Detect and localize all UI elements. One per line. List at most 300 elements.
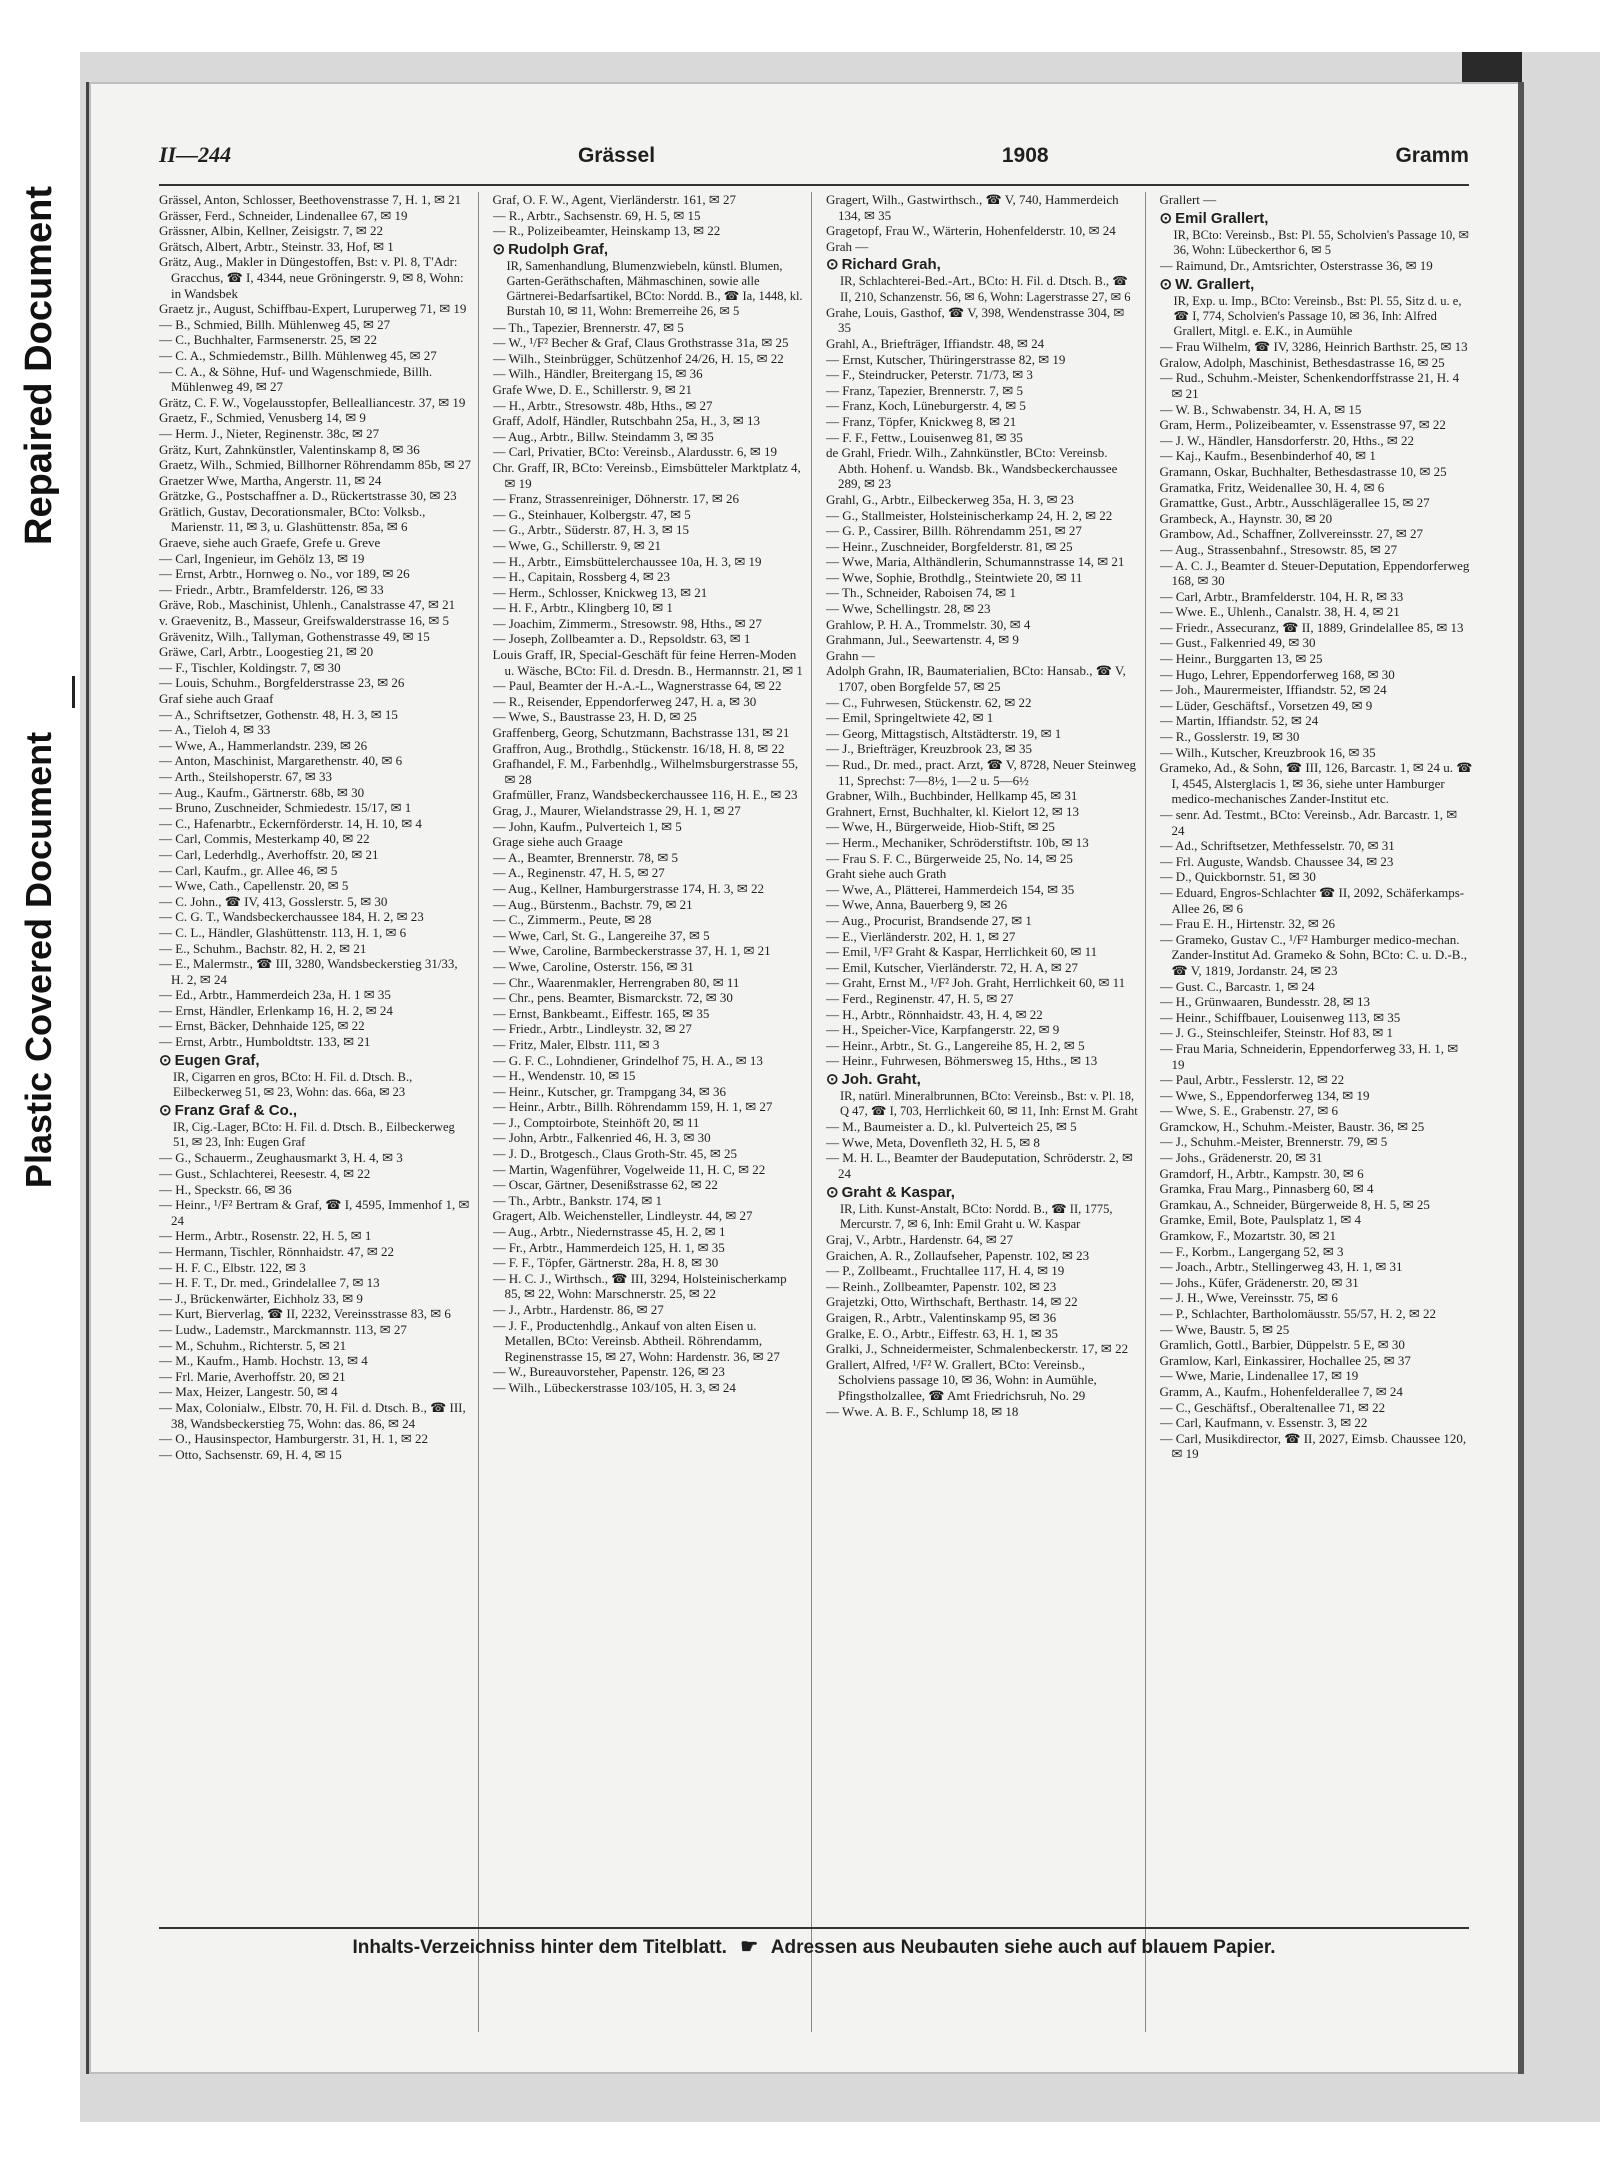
- directory-entry: — Wwe, Meta, Dovenfleth 32, H. 5, ✉ 8: [826, 1134, 1040, 1150]
- directory-entry: Grässer, Ferd., Schneider, Lindenallee 67, ✉ 19: [159, 207, 408, 223]
- directory-entry: — Rud., Dr. med., pract. Arzt, ☎ V, 8728, Neuer Steinweg 11, Sprechst: 7—8½, 1—2 u. 5—6½: [826, 757, 1136, 788]
- directory-entry: — Johs., Küfer, Grädenerstr. 20, ✉ 31: [1159, 1274, 1359, 1290]
- directory-entry: — Wilh., Steinbrügger, Schützenhof 24/26, H. 15, ✉ 22: [492, 350, 784, 366]
- directory-entry: — F. F., Töpfer, Gärtnerstr. 28a, H. 8, ✉ 30: [492, 1255, 719, 1271]
- directory-entry: — Fritz, Maler, Elbstr. 111, ✉ 3: [492, 1036, 660, 1052]
- directory-entry: — J., Schuhm.-Meister, Brennerstr. 79, ✉ 5: [1159, 1134, 1388, 1150]
- directory-entry: — Gust., Falkenried 49, ✉ 30: [1159, 635, 1316, 651]
- directory-entry: — Wwe, Cath., Capellenstr. 20, ✉ 5: [159, 878, 349, 894]
- directory-entry: — Frau Maria, Schneiderin, Eppendorferweg 33, H. 1, ✉ 19: [1159, 1040, 1459, 1072]
- directory-entry: — Th., Arbtr., Bankstr. 174, ✉ 1: [492, 1192, 663, 1208]
- directory-entry: — Gust. C., Barcastr. 1, ✉ 24: [1159, 978, 1315, 994]
- directory-entry: Gramatka, Fritz, Weidenallee 30, H. 4, ✉ 6: [1159, 479, 1385, 495]
- directory-entry: — Herm., Arbtr., Rosenstr. 22, H. 5, ✉ 1: [159, 1228, 372, 1244]
- directory-entry: — C. L., Händler, Glashüttenstr. 113, H. 1, ✉ 6: [159, 924, 407, 940]
- directory-entry: — Herm. J., Nieter, Reginenstr. 38c, ✉ 27: [159, 425, 380, 441]
- directory-entry: — Friedr., Assecuranz, ☎ II, 1889, Grindelallee 85, ✉ 13: [1159, 619, 1464, 635]
- directory-entry: Gräve, Rob., Maschinist, Uhlenh., Canalstrasse 47, ✉ 21: [159, 597, 456, 613]
- directory-entry: — Carl, Lederhdlg., Averhoffstr. 20, ✉ 21: [159, 846, 379, 862]
- directory-entry: — Ernst, Kutscher, Thüringerstrasse 82, ✉ 19: [826, 351, 1066, 367]
- directory-entry: — Wwe, Maria, Althändlerin, Schumannstrasse 14, ✉ 21: [826, 554, 1125, 570]
- directory-entry: — Raimund, Dr., Amtsrichter, Osterstrasse 36, ✉ 19: [1159, 258, 1433, 273]
- directory-entry: — Ludw., Lademstr., Marckmannstr. 113, ✉ 27: [159, 1322, 407, 1337]
- directory-entry: — Arth., Steilshoperstr. 67, ✉ 33: [159, 768, 333, 784]
- directory-entry: — Wilh., Lübeckerstrasse 103/105, H. 3, ✉ 24: [492, 1379, 736, 1395]
- directory-entry: — M., Baumeister a. D., kl. Pulverteich 25, ✉ 5: [826, 1119, 1077, 1135]
- directory-entry: — Aug., Arbtr., Billw. Steindamm 3, ✉ 35: [492, 428, 714, 444]
- directory-entry: — E., Schuhm., Bachstr. 82, H. 2, ✉ 21: [159, 940, 367, 956]
- directory-entry: — G., Arbtr., Süderstr. 87, H. 3, ✉ 15: [492, 522, 690, 538]
- directory-entry: — Rud., Schuhm.-Meister, Schenkendorffstrasse 21, H. 4 ✉ 21: [1159, 370, 1460, 401]
- directory-entry: — Wilh., Händler, Breitergang 15, ✉ 36: [492, 366, 703, 382]
- directory-entry: Graffron, Aug., Brothdlg., Stückenstr. 16/18, H. 8, ✉ 22: [492, 740, 785, 756]
- directory-entry: — Carl, Kaufm., gr. Allee 46, ✉ 5: [159, 862, 338, 878]
- advert-details: IR, BCto: Vereinsb., Bst: Pl. 55, Scholvien's Passage 10, ✉ 36, Wohn: Lübeckerthor 6, ✉ 5: [1173, 227, 1469, 257]
- business-advert: [826, 1071, 1139, 1119]
- directory-entry: — Joach., Arbtr., Stellingerweg 43, H. 1, ✉ 31: [1159, 1259, 1403, 1275]
- directory-entry: — D., Quickbornstr. 51, ✉ 30: [1159, 869, 1316, 885]
- business-advert: [826, 256, 1139, 304]
- directory-entry: — Kaj., Kaufm., Besenbinderhof 40, ✉ 1: [1159, 448, 1376, 464]
- directory-entry: — Wwe, G., Schillerstr. 9, ✉ 21: [492, 537, 661, 553]
- directory-entry: — G. P., Cassirer, Billh. Röhrendamm 251, ✉ 27: [826, 523, 1082, 539]
- circle-dot-icon: ⊙: [492, 240, 506, 258]
- directory-entry: — Heinr., Zuschneider, Borgfelderstr. 81, ✉ 25: [826, 538, 1073, 554]
- directory-entry: — Friedr., Arbtr., Bramfelderstr. 126, ✉ 33: [159, 581, 384, 597]
- directory-entry: — Heinr., Arbtr., St. G., Langereihe 85, H. 2, ✉ 5: [826, 1037, 1085, 1053]
- directory-entry: — Lüder, Geschäftsf., Vorsetzen 49, ✉ 9: [1159, 697, 1373, 713]
- directory-entry: Grahe, Louis, Gasthof, ☎ V, 398, Wendenstrasse 304, ✉ 35: [826, 304, 1125, 336]
- page-number: II—244: [159, 142, 232, 167]
- advert-details: IR, Cig.-Lager, BCto: H. Fil. d. Dtsch. B., Eilbeckerweg 51, ✉ 23, Inh: Eugen Graf: [173, 1120, 455, 1150]
- directory-entry: Grahn —: [826, 647, 875, 663]
- directory-entry: — C. G. T., Wandsbeckerchaussee 184, H. 2, ✉ 23: [159, 909, 424, 925]
- directory-entry: — Franz, Tapezier, Brennerstr. 7, ✉ 5: [826, 382, 1023, 398]
- directory-entry: Graf, O. F. W., Agent, Vierländerstr. 161, ✉ 27: [492, 192, 737, 207]
- directory-entry: — Reinh., Zollbeamter, Papenstr. 102, ✉ 23: [826, 1278, 1057, 1294]
- directory-entry: Grätz, Aug., Makler in Düngestoffen, Bst: v. Pl. 8, T'Adr: Gracchus, ☎ I, 4344, neue Gröningerstr. 9, ✉ 8, Wohn: in Wandsbek: [159, 254, 464, 301]
- directory-entry: — Louis, Schuhm., Borgfelderstrasse 23, ✉ 26: [159, 675, 405, 691]
- directory-entry: — Wwe, Marie, Lindenallee 17, ✉ 19: [1159, 1368, 1359, 1384]
- advert-title: Franz Graf & Co.,: [174, 1102, 298, 1120]
- directory-entry: — C., Geschäftsf., Oberaltenallee 71, ✉ 22: [1159, 1399, 1386, 1415]
- directory-entry: — B., Schmied, Billh. Mühlenweg 45, ✉ 27: [159, 316, 391, 332]
- advert-title: Richard Grah,: [841, 256, 941, 274]
- directory-entry: — Chr., pens. Beamter, Bismarckstr. 72, ✉ 30: [492, 990, 733, 1006]
- directory-entry: Grätz, C. F. W., Vogelausstopfer, Bellealliancestr. 37, ✉ 19: [159, 394, 466, 410]
- advert-name: [493, 241, 806, 259]
- directory-entry: Graetz, F., Schmied, Venusberg 14, ✉ 9: [159, 410, 366, 426]
- advert-title: Rudolph Graf,: [508, 240, 609, 258]
- directory-entry: — M. H. L., Beamter der Baudeputation, Schröderstr. 2, ✉ 24: [826, 1150, 1133, 1182]
- directory-entry: — Gust., Schlachterei, Reesestr. 4, ✉ 22: [159, 1166, 371, 1182]
- directory-entry: — Hermann, Tischler, Rönnhaidstr. 47, ✉ 22: [159, 1244, 394, 1260]
- directory-entry: — Carl, Privatier, BCto: Vereinsb., Alardusstr. 6, ✉ 19: [492, 444, 778, 460]
- page-footer: [159, 1934, 1469, 1959]
- directory-entry: — Graht, Ernst M., ¹/F² Joh. Graht, Herrlichkeit 60, ✉ 11: [826, 975, 1126, 991]
- directory-entry: — J. H., Wwe, Vereinsstr. 75, ✉ 6: [1159, 1290, 1338, 1306]
- directory-entry: — Aug., Arbtr., Niedernstrasse 45, H. 2, ✉ 1: [492, 1224, 726, 1240]
- directory-entry: Gragert, Alb. Weichensteller, Lindleystr. 44, ✉ 27: [492, 1208, 753, 1224]
- directory-entry: Graichen, A. R., Zollaufseher, Papenstr. 102, ✉ 23: [826, 1247, 1090, 1263]
- directory-entry: Louis Graff, IR, Special-Geschäft für feine Herren-Moden u. Wäsche, BCto: Fil. d. Dresdn. B., Hermannstr. 21, ✉ 1: [492, 647, 803, 678]
- directory-entry: — Chr., Waarenmakler, Herrengraben 80, ✉ 11: [492, 974, 740, 990]
- directory-entry: — Th., Schneider, Raboisen 74, ✉ 1: [826, 585, 1016, 601]
- page-edge: [1518, 82, 1524, 2074]
- advert-name: [826, 1071, 1139, 1089]
- directory-entry: Graff, Adolf, Händler, Rutschbahn 25a, H., 3, ✉ 13: [492, 413, 761, 429]
- advert-name: [1160, 276, 1474, 294]
- circle-dot-icon: ⊙: [159, 1102, 172, 1120]
- directory-entry: Grambeck, A., Haynstr. 30, ✉ 20: [1159, 510, 1333, 526]
- directory-entry: — Wilh., Kutscher, Kreuzbrook 16, ✉ 35: [1159, 744, 1376, 760]
- directory-entry: Graj, V., Arbtr., Hardenstr. 64, ✉ 27: [826, 1232, 1013, 1248]
- directory-entry: — A., Reginenstr. 47, H. 5, ✉ 27: [492, 865, 665, 881]
- page-header: [159, 142, 1469, 182]
- directory-entry: — Wwe. A. B. F., Schlump 18, ✉ 18: [826, 1403, 1019, 1419]
- directory-entry: Gramka, Frau Marg., Pinnasberg 60, ✉ 4: [1159, 1181, 1374, 1197]
- advert-name: [1160, 210, 1474, 228]
- directory-entry: Gram, Herm., Polizeibeamter, v. Essenstrasse 97, ✉ 22: [1159, 417, 1446, 433]
- directory-entry: — Wwe, Caroline, Osterstr. 156, ✉ 31: [492, 958, 694, 974]
- directory-entry: Grambow, Ad., Schaffner, Zollvereinsstr. 27, ✉ 27: [1159, 526, 1423, 542]
- directory-entry: — Joseph, Zollbeamter a. D., Repsoldstr. 63, ✉ 1: [492, 631, 751, 647]
- directory-entry: — A., Tieloh 4, ✉ 33: [159, 722, 271, 738]
- advert-name: [826, 256, 1139, 274]
- directory-entry: — Martin, Iffiandstr. 52, ✉ 24: [1159, 713, 1319, 729]
- directory-entry: — John, Arbtr., Falkenried 46, H. 3, ✉ 30: [492, 1130, 711, 1146]
- circle-dot-icon: ⊙: [1159, 275, 1173, 293]
- directory-entry: — H. F. T., Dr. med., Grindelallee 7, ✉ 13: [159, 1275, 380, 1291]
- directory-entry: — A., Schriftsetzer, Gothenstr. 48, H. 3, ✉ 15: [159, 706, 398, 722]
- advert-details: IR, natürl. Mineralbrunnen, BCto: Vereinsb., Bst: v. Pl. 18, Q 47, ☎ I, 703, Herrlichkeit 60, ✉ 11, Inh: Ernst M. Graht: [840, 1088, 1138, 1119]
- directory-entry: Gramkow, F., Mozartstr. 30, ✉ 21: [1159, 1228, 1337, 1244]
- directory-entry: — Martin, Wagenführer, Vogelweide 11, H. C, ✉ 22: [492, 1161, 766, 1177]
- directory-entry: — Otto, Sachsenstr. 69, H. 4, ✉ 15: [159, 1446, 342, 1462]
- directory-entry: — H., Arbtr., Eimsbüttelerchaussee 10a, H. 3, ✉ 19: [492, 553, 762, 569]
- directory-entry: Gralke, E. O., Arbtr., Eiffestr. 63, H. 1, ✉ 35: [826, 1325, 1058, 1341]
- directory-entry: — J. F., Productenhdlg., Ankauf von alten Eisen u. Metallen, BCto: Vereinsb. Abtheil. Röhrendamm, Reginenstrasse 15, ✉ 27, Wohn: Hardenstr. 36, ✉ 27: [492, 1317, 780, 1364]
- circle-dot-icon: ⊙: [826, 1070, 839, 1088]
- directory-entry: — Heinr., Burggarten 13, ✉ 25: [1159, 651, 1323, 667]
- directory-entry: Gramlow, Karl, Einkassirer, Hochallee 25, ✉ 37: [1159, 1352, 1411, 1368]
- directory-entry: Grätzke, G., Postschaffner a. D., Rückertstrasse 30, ✉ 23: [159, 488, 457, 504]
- directory-entry: — R., Reisender, Eppendorferweg 247, H. a, ✉ 30: [492, 693, 757, 709]
- directory-entry: — M., Schuhm., Richterstr. 5, ✉ 21: [159, 1337, 347, 1353]
- header-left-word: Grässel: [577, 144, 656, 167]
- advert-details: IR, Cigarren en gros, BCto: H. Fil. d. Dtsch. B., Eilbeckerweg 51, ✉ 23, Wohn: das. 66a, ✉ 23: [173, 1069, 413, 1099]
- footer-rule: [159, 1927, 1469, 1929]
- directory-entry: — G., Stallmeister, Holsteinischerkamp 24, H. 2, ✉ 22: [826, 507, 1113, 523]
- directory-entry: — M., Kaufm., Hamb. Hochstr. 13, ✉ 4: [159, 1353, 368, 1369]
- directory-entry: — Ferd., Reginenstr. 47, H. 5, ✉ 27: [826, 990, 1014, 1006]
- footer-right-text: Adressen aus Neubauten siehe auch auf blauem Papier.: [770, 1937, 1276, 1958]
- directory-entry: — Frau Wilhelm, ☎ IV, 3286, Heinrich Barthstr. 25, ✉ 13: [1159, 339, 1468, 355]
- directory-entry: — F., Korbm., Langergang 52, ✉ 3: [1159, 1243, 1344, 1259]
- directory-entry: Grage siehe auch Graage: [492, 834, 623, 850]
- directory-entry: — H., Speckstr. 66, ✉ 36: [159, 1181, 292, 1197]
- directory-entry: Grätz, Kurt, Zahnkünstler, Valentinskamp 8, ✉ 36: [159, 441, 420, 457]
- directory-entry: — Friedr., Arbtr., Lindleystr. 32, ✉ 27: [492, 1021, 692, 1037]
- directory-entry: — Ed., Arbtr., Hammerdeich 23a, H. 1 ✉ 35: [159, 987, 391, 1003]
- directory-entry: — Ernst, Händler, Erlenkamp 16, H. 2, ✉ 24: [159, 1002, 393, 1018]
- directory-entry: — E., Vierländerstr. 202, H. 1, ✉ 27: [826, 928, 1016, 944]
- directory-entry: Grag, J., Maurer, Wielandstrasse 29, H. 1, ✉ 27: [492, 803, 741, 818]
- column-3: [826, 192, 1146, 2032]
- directory-entry: Grahl, G., Arbtr., Eilbeckerweg 35a, H. 3, ✉ 23: [826, 491, 1074, 507]
- directory-entry: — Eduard, Engros-Schlachter ☎ II, 2092, Schäferkamps-Allee 26, ✉ 6: [1159, 884, 1465, 916]
- advert-title: Graht & Kaspar,: [841, 1183, 955, 1201]
- business-advert: [1160, 210, 1474, 258]
- directory-entry: Graf siehe auch Graaf: [159, 691, 274, 706]
- directory-entry: — J. G., Steinschleifer, Steinstr. Hof 83, ✉ 1: [1159, 1025, 1394, 1041]
- advert-title: Eugen Graf,: [174, 1051, 260, 1069]
- directory-entry: — Franz, Töpfer, Knickweg 8, ✉ 21: [826, 413, 1017, 429]
- business-advert: [159, 1052, 472, 1100]
- directory-entry: — Heinr., ¹/F² Bertram & Graf, ☎ I, 4595, Immenhof 1, ✉ 24: [159, 1197, 470, 1228]
- directory-entry: — H. F., Arbtr., Klingberg 10, ✉ 1: [492, 600, 673, 616]
- directory-entry: — J. W., Händler, Hansdorferstr. 20, Hths., ✉ 22: [1159, 432, 1414, 448]
- directory-entry: — J., Arbtr., Hardenstr. 86, ✉ 27: [492, 1302, 664, 1317]
- directory-entry: Graetzer Wwe, Martha, Angerstr. 11, ✉ 24: [159, 472, 382, 488]
- directory-entry: Grahmann, Jul., Seewartenstr. 4, ✉ 9: [826, 632, 1019, 648]
- directory-entry: — Wwe, Sophie, Brothdlg., Steintwiete 20, ✉ 11: [826, 569, 1083, 585]
- advert-details: IR, Exp. u. Imp., BCto: Vereinsb., Bst: Pl. 55, Sitz d. u. e, ☎ I, 774, Scholvien's Passage 10, ✉ 36, Inh: Alfred Grallert, Mitgl. e. E.K., in Aumühle: [1173, 293, 1462, 338]
- directory-entry: — Ernst, Arbtr., Hornweg o. No., vor 189, ✉ 26: [159, 566, 410, 582]
- directory-entry: — Kurt, Bierverlag, ☎ II, 2232, Vereinsstrasse 83, ✉ 6: [159, 1306, 451, 1322]
- directory-entry: Adolph Grahn, IR, Baumaterialien, BCto: Hansab., ☎ V, 1707, oben Borgfelde 57, ✉ 25: [826, 663, 1126, 695]
- directory-entry: — J., Comptoirbote, Steinhöft 20, ✉ 11: [492, 1114, 700, 1130]
- directory-entry: Graeve, siehe auch Graefe, Grefe u. Greve: [159, 535, 381, 551]
- column-4: [1160, 192, 1480, 2032]
- directory-columns: [159, 192, 1479, 2032]
- directory-entry: — Aug., Strassenbahnf., Stresowstr. 85, ✉ 27: [1159, 541, 1398, 557]
- directory-entry: — J. D., Brotgesch., Claus Groth-Str. 45, ✉ 25: [492, 1146, 738, 1162]
- directory-entry: Grabner, Wilh., Buchbinder, Hellkamp 45, ✉ 31: [826, 788, 1078, 804]
- directory-entry: — H., Arbtr., Rönnhaidstr. 43, H. 4, ✉ 22: [826, 1006, 1043, 1022]
- directory-entry: Gramckow, H., Schuhm.-Meister, Baustr. 36, ✉ 25: [1159, 1118, 1425, 1134]
- directory-entry: — G. F. C., Lohndiener, Grindelhof 75, H. A., ✉ 13: [492, 1052, 763, 1068]
- directory-entry: — C., Zimmerm., Peute, ✉ 28: [492, 912, 652, 928]
- directory-entry: Grajetzki, Otto, Wirthschaft, Berthastr. 14, ✉ 22: [826, 1294, 1078, 1310]
- directory-entry: — Joachim, Zimmerm., Stresowstr. 98, Hths., ✉ 27: [492, 615, 762, 631]
- directory-entry: — Franz, Koch, Lüneburgerstr. 4, ✉ 5: [826, 398, 1026, 414]
- directory-entry: Gramattke, Gust., Arbtr., Ausschlägerallee 15, ✉ 27: [1159, 495, 1430, 511]
- directory-page: [86, 82, 1521, 2074]
- directory-entry: Grässner, Albin, Kellner, Zeisigstr. 7, ✉ 22: [159, 223, 383, 239]
- directory-entry: — Johs., Grädenerstr. 20, ✉ 31: [1159, 1150, 1323, 1166]
- directory-entry: Grätsch, Albert, Arbtr., Steinstr. 33, Hof, ✉ 1: [159, 238, 394, 254]
- advert-name: [159, 1102, 472, 1120]
- directory-entry: Chr. Graff, IR, BCto: Vereinsb., Eimsbütteler Marktplatz 4, ✉ 19: [492, 459, 801, 491]
- directory-entry: — Emil, Springeltwiete 42, ✉ 1: [826, 710, 994, 726]
- directory-entry: — H., Speicher-Vice, Karpfangerstr. 22, ✉ 9: [826, 1022, 1060, 1038]
- directory-entry: — Grameko, Gustav C., ¹/F² Hamburger medico-mechan. Zander-Institut Ad. Grameko & Sohn, BCto: C. u. D.-B., ☎ V, 1819, Jordanstr. 24, ✉ 23: [1159, 931, 1467, 978]
- directory-entry: Gramlich, Gottl., Barbier, Düppelstr. 5 E, ✉ 30: [1159, 1337, 1405, 1353]
- directory-entry: — Wwe, A., Plätterei, Hammerdeich 154, ✉ 35: [826, 881, 1075, 897]
- advert-title: Joh. Graht,: [841, 1070, 921, 1088]
- directory-entry: Grahnert, Ernst, Buchhalter, kl. Kielort 12, ✉ 13: [826, 803, 1079, 819]
- directory-entry: — R., Polizeibeamter, Heinskamp 13, ✉ 22: [492, 223, 721, 239]
- directory-entry: — F., Tischler, Koldingstr. 7, ✉ 30: [159, 659, 341, 675]
- directory-entry: — Carl, Kaufmann, v. Essenstr. 3, ✉ 22: [1159, 1415, 1368, 1431]
- directory-entry: Grafhandel, F. M., Farbenhdlg., Wilhelmsburgerstrasse 55, ✉ 28: [492, 756, 799, 787]
- advert-details: IR, Schlachterei-Bed.-Art., BCto: H. Fil. d. Dtsch. B., ☎ II, 210, Schanzenstr. 56, ✉ 6, Wohn: Lagerstrasse 27, ✉ 6: [840, 274, 1131, 304]
- footer-left-text: Inhalts-Verzeichniss hinter dem Titelblatt.: [352, 1937, 727, 1958]
- directory-entry: — Emil, Kutscher, Vierländerstr. 72, H. A, ✉ 27: [826, 959, 1078, 975]
- directory-entry: — Max, Heizer, Langestr. 50, ✉ 4: [159, 1384, 338, 1400]
- directory-entry: — Max, Colonialw., Elbstr. 70, H. Fil. d. Dtsch. B., ☎ III, 38, Wandsbeckerstieg 75, Wohn: das. 86, ✉ 24: [159, 1399, 466, 1431]
- directory-entry: Gralki, J., Schneidermeister, Schmalenbeckerstr. 17, ✉ 22: [826, 1341, 1129, 1357]
- header-right-word: Gramm: [1395, 144, 1469, 167]
- directory-entry: — Carl, Ingenieur, im Gehölz 13, ✉ 19: [159, 550, 365, 566]
- directory-entry: — senr. Ad. Testmt., BCto: Vereinsb., Adr. Barcastr. 1, ✉ 24: [1159, 807, 1458, 838]
- directory-entry: — Wwe, S., Baustrasse 23, H. D, ✉ 25: [492, 709, 697, 725]
- directory-entry: — Joh., Maurermeister, Iffiandstr. 52, ✉ 24: [1159, 682, 1387, 698]
- advert-name: [826, 1184, 1139, 1202]
- directory-entry: Grah —: [826, 238, 869, 254]
- directory-entry: Grallert, Alfred, ¹/F² W. Grallert, BCto: Vereinsb., Scholviens passage 10, ✉ 36, Wohn: in Aumühle, Pfingstholzallee, ☎ Amt Friedrichsruh, No. 29: [826, 1356, 1097, 1403]
- directory-entry: — Wwe, S., Eppendorferweg 134, ✉ 19: [1159, 1087, 1370, 1103]
- business-advert: [493, 241, 806, 320]
- directory-entry: — Paul, Beamter der H.-A.-L., Wagnerstrasse 64, ✉ 22: [492, 678, 782, 694]
- directory-entry: — W., ¹/F² Becher & Graf, Claus Grothstrasse 31a, ✉ 25: [492, 335, 789, 351]
- directory-entry: — H., Capitain, Rossberg 4, ✉ 23: [492, 569, 670, 585]
- directory-entry: — P., Zollbeamt., Fruchtallee 117, H. 4, ✉ 19: [826, 1263, 1065, 1279]
- circle-dot-icon: ⊙: [826, 256, 839, 274]
- advert-details: IR, Lith. Kunst-Anstalt, BCto: Nordd. B., ☎ II, 1775, Mercurstr. 7, ✉ 6, Inh: Emil Graht u. W. Kaspar: [840, 1201, 1113, 1231]
- header-year: 1908: [1001, 144, 1049, 167]
- advert-details: IR, Samenhandlung, Blumenzwiebeln, künstl. Blumen, Garten-Geräthschaften, Mähmaschinen, sowie alle Gärtnerei-Bedarfsartikel, BCto: Nordd. B., ☎ Ia, 1448, kl. Burstah 10, ✉ 11, Wohn: Bremerreihe 26, ✉ 5: [506, 258, 803, 319]
- directory-entry: — W. B., Schwabenstr. 34, H. A, ✉ 15: [1159, 401, 1362, 417]
- directory-entry: — Heinr., Kutscher, gr. Trampgang 34, ✉ 36: [492, 1083, 727, 1099]
- directory-entry: — Ernst, Arbtr., Humboldtstr. 133, ✉ 21: [159, 1034, 371, 1050]
- directory-entry: — Fr., Arbtr., Hammerdeich 125, H. 1, ✉ 35: [492, 1239, 725, 1255]
- directory-entry: Grahlow, P. H. A., Trommelstr. 30, ✉ 4: [826, 616, 1031, 632]
- directory-entry: v. Graevenitz, B., Masseur, Greifswalderstrasse 16, ✉ 5: [159, 613, 450, 629]
- directory-entry: — P., Schlachter, Bartholomäusstr. 55/57, H. 2, ✉ 22: [1159, 1306, 1436, 1322]
- directory-entry: — Carl, Musikdirector, ☎ II, 2027, Eimsb. Chaussee 120, ✉ 19: [1159, 1430, 1467, 1462]
- business-advert: [826, 1184, 1139, 1232]
- directory-entry: — Carl, Commis, Mesterkamp 40, ✉ 22: [159, 831, 370, 847]
- directory-entry: — G., Steinhauer, Kolbergstr. 47, ✉ 5: [492, 506, 691, 522]
- directory-entry: — Frau S. F. C., Bürgerweide 25, No. 14, ✉ 25: [826, 850, 1073, 866]
- advert-title: Emil Grallert,: [1175, 209, 1269, 227]
- directory-entry: — Emil, ¹/F² Graht & Kaspar, Herrlichkeit 60, ✉ 11: [826, 944, 1098, 960]
- directory-entry: — H., Grünwaaren, Bundesstr. 28, ✉ 13: [1159, 994, 1371, 1010]
- directory-entry: — Franz, Strassenreiniger, Döhnerstr. 17, ✉ 26: [492, 491, 739, 507]
- directory-entry: — W., Bureauvorsteher, Papenstr. 126, ✉ 23: [492, 1364, 725, 1380]
- side-label-strip: [0, 0, 78, 2177]
- directory-entry: — Herm., Mechaniker, Schröderstiftstr. 10b, ✉ 13: [826, 834, 1089, 850]
- business-advert: [159, 1102, 472, 1150]
- directory-entry: Gramann, Oskar, Buchhalter, Bethesdastrasse 10, ✉ 25: [1159, 463, 1447, 479]
- directory-entry: — E., Malermstr., ☎ III, 3280, Wandsbeckerstieg 31/33, H. 2, ✉ 24: [159, 956, 458, 987]
- circle-dot-icon: ⊙: [159, 1051, 172, 1069]
- directory-entry: — Paul, Arbtr., Fesslerstr. 12, ✉ 22: [1159, 1072, 1345, 1088]
- directory-entry: — Wwe, Schellingstr. 28, ✉ 23: [826, 601, 991, 617]
- directory-entry: — H., Arbtr., Stresowstr. 48b, Hths., ✉ 27: [492, 397, 713, 413]
- directory-entry: — Wwe, S. E., Grabenstr. 27, ✉ 6: [1159, 1103, 1339, 1119]
- directory-entry: — Ernst, Bankbeamt., Eiffestr. 165, ✉ 35: [492, 1005, 710, 1021]
- directory-entry: — J., Briefträger, Kreuzbrook 23, ✉ 35: [826, 741, 1033, 757]
- directory-entry: — G., Schauerm., Zeughausmarkt 3, H. 4, ✉ 3: [159, 1150, 403, 1166]
- directory-entry: Gramke, Emil, Bote, Paulsplatz 1, ✉ 4: [1159, 1212, 1362, 1228]
- directory-entry: Gragert, Wilh., Gastwirthsch., ☎ V, 740, Hammerdeich 134, ✉ 35: [826, 192, 1119, 223]
- directory-entry: Gragetopf, Frau W., Wärterin, Hohenfelderstr. 10, ✉ 24: [826, 223, 1116, 239]
- directory-entry: Grameko, Ad., & Sohn, ☎ III, 126, Barcastr. 1, ✉ 24 u. ☎ I, 4545, Alsterglacis 1, ✉ 36, siehe unter Hamburger medico-mechanisches Zander-Institut etc.: [1159, 760, 1473, 807]
- directory-entry: — Hugo, Lehrer, Eppendorferweg 168, ✉ 30: [1159, 666, 1395, 682]
- directory-entry: Grässel, Anton, Schlosser, Beethovenstrasse 7, H. 1, ✉ 21: [159, 192, 462, 207]
- directory-entry: — Aug., Bürstenm., Bachstr. 79, ✉ 21: [492, 896, 693, 912]
- directory-entry: — Georg, Mittagstisch, Altstädterstr. 19, ✉ 1: [826, 725, 1062, 741]
- directory-entry: Grätlich, Gustav, Decorationsmaler, BCto: Volksb., Marienstr. 11, ✉ 3, u. Glashüttenstr. 85a, ✉ 6: [159, 503, 426, 535]
- business-advert: [1160, 276, 1474, 340]
- directory-entry: — Oscar, Gärtner, Desenißstrasse 62, ✉ 22: [492, 1177, 718, 1193]
- plastic-covered-label: Plastic Covered Document: [18, 731, 60, 1189]
- directory-entry: Grafmüller, Franz, Wandsbeckerchaussee 116, H. E., ✉ 23: [492, 787, 798, 803]
- advert-name: [159, 1052, 472, 1070]
- directory-entry: — Th., Tapezier, Brennerstr. 47, ✉ 5: [492, 319, 684, 335]
- directory-entry: — C. John., ☎ IV, 413, Gosslerstr. 5, ✉ 30: [159, 893, 388, 909]
- circle-dot-icon: ⊙: [1159, 209, 1173, 227]
- directory-entry: — Anton, Maschinist, Margarethenstr. 40, ✉ 6: [159, 753, 403, 769]
- directory-entry: — Ernst, Bäcker, Dehnhaide 125, ✉ 22: [159, 1018, 365, 1034]
- directory-entry: — J., Brückenwärter, Eichholz 33, ✉ 9: [159, 1290, 363, 1306]
- directory-entry: Graetz, Wilh., Schmied, Billhorner Röhrendamm 85b, ✉ 27: [159, 457, 471, 473]
- directory-entry: — Frl. Auguste, Wandsb. Chaussee 34, ✉ 23: [1159, 853, 1394, 869]
- directory-entry: Grävenitz, Wilh., Tallyman, Gothenstrasse 49, ✉ 15: [159, 628, 430, 644]
- directory-entry: — Bruno, Zuschneider, Schmiedestr. 15/17, ✉ 1: [159, 800, 412, 816]
- directory-entry: — C. A., Schmiedemstr., Billh. Mühlenweg 45, ✉ 27: [159, 347, 437, 363]
- directory-entry: — Wwe, Baustr. 5, ✉ 25: [1159, 1321, 1290, 1337]
- directory-entry: — Frau E. H., Hirtenstr. 32, ✉ 26: [1159, 916, 1336, 932]
- directory-entry: — Heinr., Schiffbauer, Louisenweg 113, ✉ 35: [1159, 1009, 1401, 1025]
- directory-entry: — Wwe, Anna, Bauerberg 9, ✉ 26: [826, 897, 1008, 913]
- directory-entry: — Wwe, A., Hammerlandstr. 239, ✉ 26: [159, 737, 368, 753]
- directory-entry: — John, Kaufm., Pulverteich 1, ✉ 5: [492, 818, 682, 834]
- directory-entry: Graetz jr., August, Schiffbau-Expert, Luruperweg 71, ✉ 19: [159, 301, 467, 317]
- directory-entry: Graffenberg, Georg, Schutzmann, Bachstrasse 131, ✉ 21: [492, 725, 790, 741]
- header-rule: [159, 184, 1469, 186]
- directory-entry: — C. A., & Söhne, Huf- und Wagenschmiede, Billh. Mühlenweg 49, ✉ 27: [159, 363, 433, 395]
- column-1: [159, 192, 479, 2032]
- directory-entry: — R., Gosslerstr. 19, ✉ 30: [1159, 729, 1300, 745]
- directory-entry: — A. C. J., Beamter d. Steuer-Deputation, Eppendorferweg 168, ✉ 30: [1159, 557, 1470, 589]
- directory-entry: Grafe Wwe, D. E., Schillerstr. 9, ✉ 21: [492, 381, 692, 397]
- directory-entry: Gramdorf, H., Arbtr., Kampstr. 30, ✉ 6: [1159, 1165, 1364, 1181]
- directory-entry: Grahl, A., Briefträger, Iffiandstr. 48, ✉ 24: [826, 335, 1045, 351]
- directory-entry: — A., Beamter, Brennerstr. 78, ✉ 5: [492, 849, 678, 865]
- directory-entry: — H., Wendenstr. 10, ✉ 15: [492, 1068, 636, 1084]
- directory-entry: — R., Arbtr., Sachsenstr. 69, H. 5, ✉ 15: [492, 207, 701, 223]
- directory-entry: — F. F., Fettw., Louisenweg 81, ✉ 35: [826, 429, 1023, 445]
- directory-entry: — Heinr., Fuhrwesen, Böhmersweg 15, Hths., ✉ 13: [826, 1053, 1098, 1069]
- directory-entry: — Herm., Schlosser, Knickweg 13, ✉ 21: [492, 584, 708, 600]
- directory-entry: Grallert —: [1159, 192, 1217, 207]
- directory-entry: — C., Buchhalter, Farmsenerstr. 25, ✉ 22: [159, 332, 377, 348]
- directory-entry: — Aug., Procurist, Brandsende 27, ✉ 1: [826, 912, 1032, 928]
- directory-entry: — C., Fuhrwesen, Stückenstr. 62, ✉ 22: [826, 694, 1032, 710]
- directory-entry: Gralow, Adolph, Maschinist, Bethesdastrasse 16, ✉ 25: [1159, 354, 1445, 370]
- directory-entry: — Ad., Schriftsetzer, Methfesselstr. 70, ✉ 31: [1159, 838, 1395, 854]
- directory-entry: — H. C. J., Wirthsch., ☎ III, 3294, Holsteinischerkamp 85, ✉ 22, Wohn: Marschnerstr. 25, ✉ 22: [492, 1270, 787, 1302]
- directory-entry: Graigen, R., Arbtr., Valentinskamp 95, ✉ 36: [826, 1310, 1057, 1326]
- pointing-hand-icon: ☛: [740, 1936, 759, 1958]
- directory-entry: — Frl. Marie, Averhoffstr. 20, ✉ 21: [159, 1368, 346, 1384]
- directory-entry: Graht siehe auch Grath: [826, 866, 947, 882]
- advert-title: W. Grallert,: [1175, 275, 1255, 293]
